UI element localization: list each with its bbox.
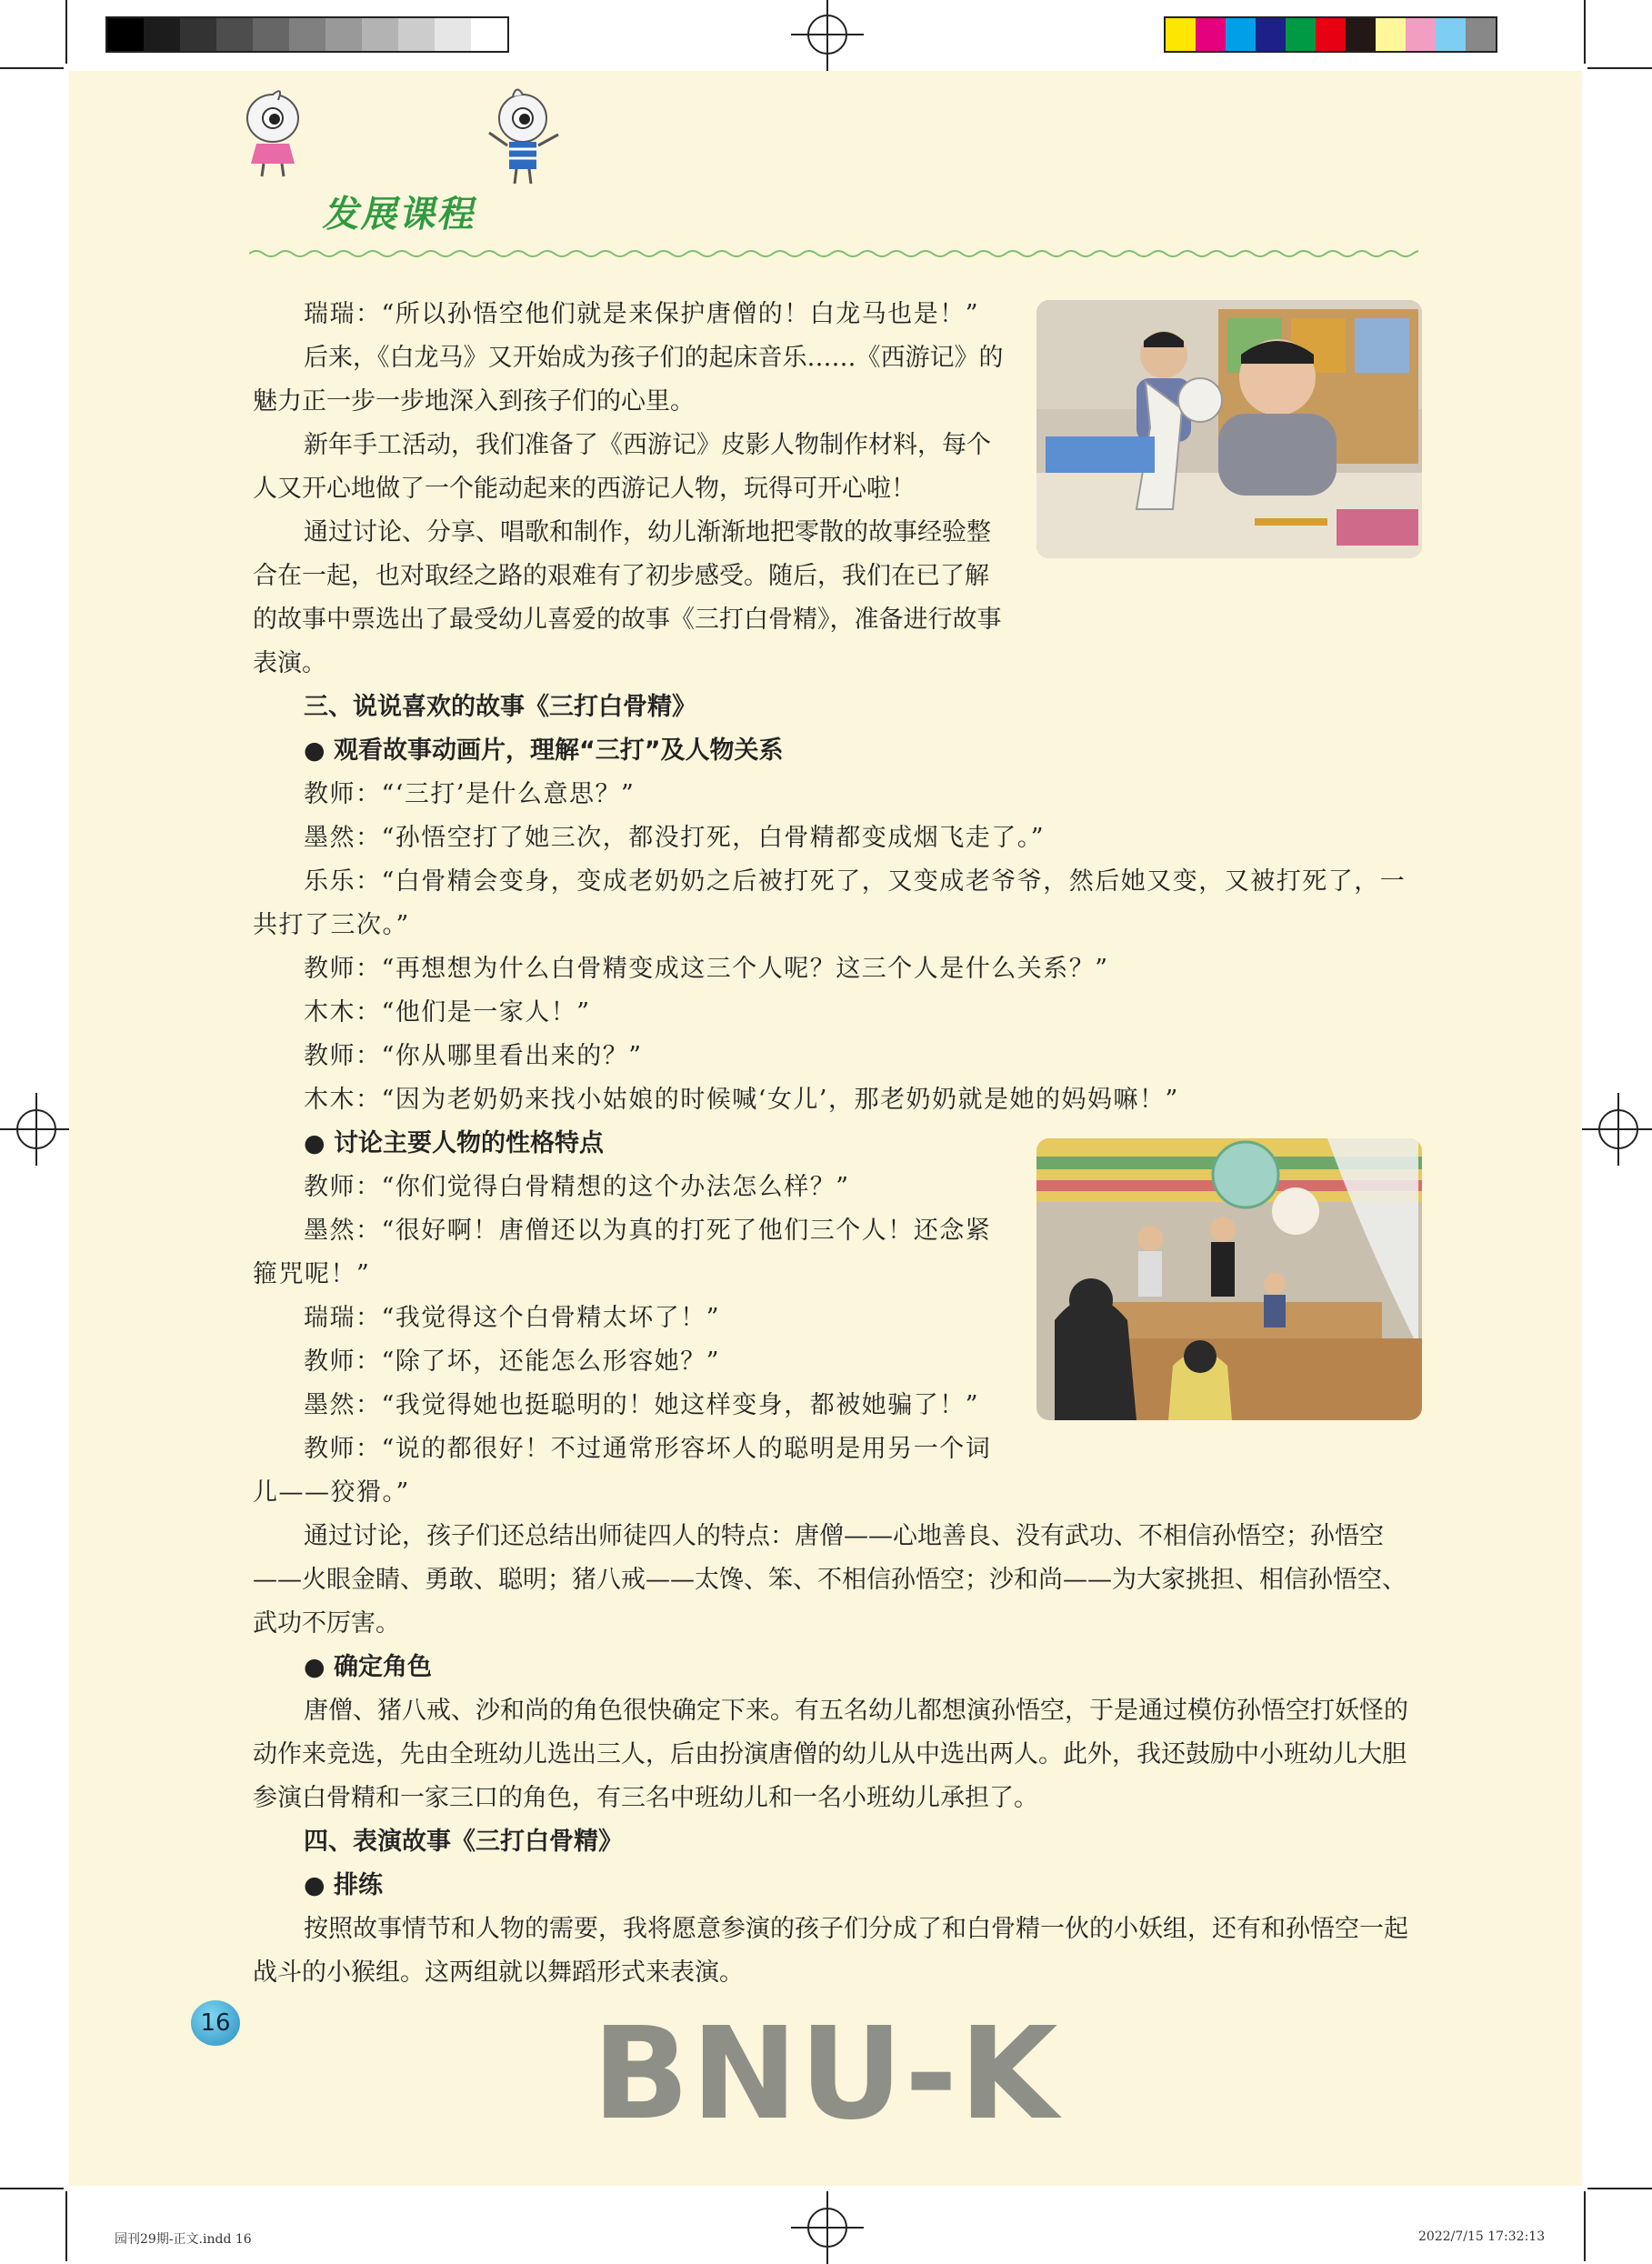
crop-mark [0, 67, 64, 69]
color-calibration-bar [1164, 16, 1497, 53]
registration-mark-icon [807, 15, 847, 55]
dialogue-line: 木木：“因为老奶奶来找小姑娘的时候喊‘女儿’，那老奶奶就是她的妈妈嘛！” [304, 1086, 1179, 1114]
crop-mark [0, 2188, 64, 2189]
crop-mark [1587, 67, 1652, 69]
section-header [173, 87, 1446, 269]
dialogue-list [253, 773, 1422, 1122]
section-heading: 四、表演故事《三打白骨精》 [304, 1828, 623, 1856]
paragraph: 新年手工活动，我们准备了《西游记》皮影人物制作材料，每个人又开心地做了一个能动起来的西游记人物，玩得可开心啦！ [253, 431, 991, 503]
registration-mark-icon [16, 1109, 56, 1149]
crop-mark [1584, 2191, 1586, 2261]
dialogue-line: 乐乐：“白骨精会变身，变成老奶奶之后被打死了，又变成老爷爷，然后她又变，又被打死了，一共打了三次。” [253, 867, 1407, 939]
registration-mark-icon [1598, 1109, 1638, 1149]
paragraph [253, 511, 1013, 686]
paragraph: 后来，《白龙马》又开始成为孩子们的起床音乐……《西游记》的魅力正一步一步地深入到孩子们的心里。 [253, 344, 1004, 416]
mascot-girl-icon [236, 87, 309, 178]
dialogue-line: 墨然：“很好啊！唐僧还以为真的打死了他们三个人！还念紧箍咒呢！” [253, 1217, 992, 1288]
section-heading: 三、说说喜欢的故事《三打白骨精》 [304, 693, 696, 721]
dialogue-line: 瑞瑞：“所以孙悟空他们就是来保护唐僧的！白龙马也是！” [304, 300, 980, 328]
dialogue-line: 教师：“你们觉得白骨精想的这个办法怎么样？” [304, 1173, 850, 1201]
crop-mark [1587, 2188, 1652, 2189]
paragraph: 通过讨论，孩子们还总结出师徒四人的特点：唐僧——心地善良、没有武功、不相信孙悟空；孙悟空——火眼金睛、勇敢、聪明；猪八戒——太馋、笨、不相信孙悟空；沙和尚——为大家挑担、相信孙悟空、武功不厉害。 [253, 1522, 1407, 1638]
dialogue-line: 教师：“说的都很好！不过通常形容坏人的聪明是用另一个词儿——狡猾。” [253, 1435, 992, 1507]
dialogue-line: 墨然：“孙悟空打了她三次，都没打死，白骨精都变成烟飞走了。” [304, 824, 1046, 852]
crop-mark [1584, 0, 1586, 64]
mascot-boy-icon [482, 87, 564, 187]
bullet-heading: ● 讨论主要人物的性格特点 [304, 1129, 604, 1157]
print-slug-file: 园刊29期-正文.indd 16 [115, 2232, 252, 2247]
dialogue-line: 瑞瑞：“我觉得这个白骨精太坏了！” [304, 1304, 721, 1332]
paragraph-text: 通过讨论、分享、唱歌和制作，幼儿渐渐地把零散的故事经验整合在一起，也对取经之路的艰难有了初步感受。随后，我们在已了解的故事中票选出了最受幼儿喜爱的故事《三打白骨精》，准备进行故事表演。 [253, 518, 1002, 677]
dialogue-line: 墨然：“我觉得她也挺聪明的！她这样变身，都被她骗了！” [304, 1391, 980, 1419]
crop-mark [65, 0, 67, 64]
dialogue-line: 教师：“你从哪里看出来的？” [304, 1042, 643, 1070]
paragraph: 唐僧、猪八戒、沙和尚的角色很快确定下来。有五名幼儿都想演孙悟空，于是通过模仿孙悟空打妖怪的动作来竞选，先由全班幼儿选出三人，后由扮演唐僧的幼儿从中选出两人。此外，我还鼓励中小班幼儿大胆参演白骨精和一家三口的角色，有三名中班幼儿和一名小班幼儿承担了。 [253, 1697, 1408, 1812]
decorative-wavy-divider [249, 247, 1418, 260]
dialogue-list [253, 1166, 1013, 1515]
dialogue-line: 木木：“他们是一家人！” [304, 998, 591, 1027]
print-slug-timestamp: 2022/7/15 17:32:13 [1418, 2229, 1546, 2244]
intro-block [253, 293, 1013, 511]
paragraph: 按照故事情节和人物的需要，我将愿意参演的孩子们分成了和白骨精一伙的小妖组，还有和孙悟空一起战斗的小猴组。这两组就以舞蹈形式来表演。 [253, 1915, 1408, 1987]
article-body [253, 293, 1422, 1995]
registration-mark-icon [807, 2208, 847, 2248]
page-number-badge: 16 [191, 2000, 240, 2046]
dialogue-line: 教师：“‘三打’是什么意思？” [304, 780, 636, 808]
grayscale-calibration-bar [105, 16, 509, 53]
section-title: 发展课程 [320, 194, 483, 235]
dialogue-line: 教师：“再想想为什么白骨精变成这三个人呢？这三个人是什么关系？” [304, 955, 1109, 983]
crop-mark [65, 2191, 67, 2261]
dialogue-line: 教师：“除了坏，还能怎么形容她？” [304, 1347, 721, 1376]
bullet-heading: ● 观看故事动画片，理解“三打”及人物关系 [304, 736, 784, 765]
bullet-heading: ● 排练 [304, 1871, 383, 1899]
brand-logo-text: BNU-K [592, 2000, 1060, 2149]
bullet-heading: ● 确定角色 [304, 1653, 432, 1681]
